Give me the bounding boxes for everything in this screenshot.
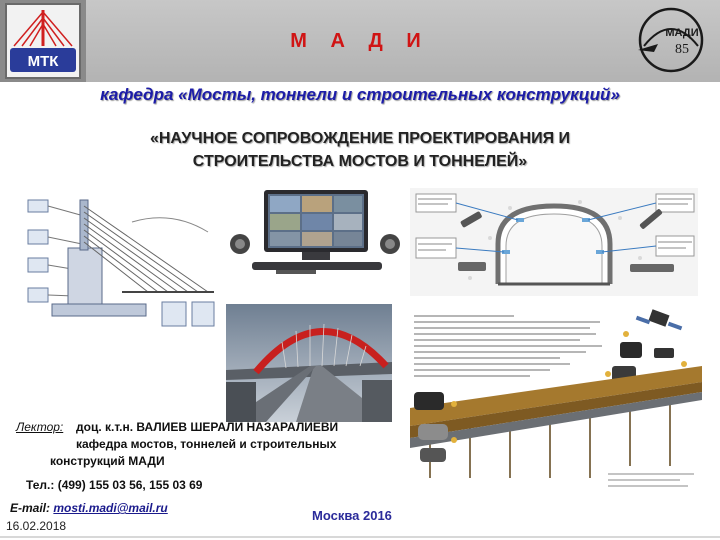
lecturer-label: Лектор: [16, 420, 64, 434]
mtk-logo-text: МТК [27, 53, 59, 70]
cable-stayed-bridge-drawing [22, 192, 222, 332]
bridge-monitoring-system-diagram [410, 308, 702, 498]
monitoring-screens-image [224, 186, 406, 276]
lecturer-name: доц. к.т.н. ВАЛИЕВ ШЕРАЛИ НАЗАРАЛИЕВИ [76, 420, 339, 434]
madi-logo-number: 85 [675, 42, 689, 57]
email-row [10, 501, 168, 515]
email-label: E-mail: [10, 501, 51, 515]
phone-numbers: Тел.: (499) 155 03 56, 155 03 69 [26, 478, 203, 492]
university-name: М А Д И [290, 30, 430, 52]
main-title-line-1: «НАУЧНОЕ СОПРОВОЖДЕНИЕ ПРОЕКТИРОВАНИЯ И [149, 130, 571, 147]
lecturer-department-line-2: конструкций МАДИ [50, 454, 165, 468]
department-title: кафедра «Мосты, тоннели и строительных конструкций» [100, 85, 620, 104]
arch-bridge-photo [226, 304, 392, 422]
mtk-logo [0, 0, 86, 82]
tunnel-monitoring-diagram [410, 188, 698, 296]
date-stamp: 16.02.2018 [6, 519, 67, 533]
email-link[interactable]: mosti.madi@mail.ru [53, 501, 168, 515]
lecturer-department-line-1: кафедра мостов, тоннелей и строительных [76, 437, 337, 451]
madi-logo-text: МАДИ [665, 27, 699, 39]
main-title-line-2: СТРОИТЕЛЬСТВА МОСТОВ И ТОННЕЛЕЙ» [192, 153, 528, 170]
city-year: Москва 2016 [312, 508, 392, 523]
bottom-divider [0, 536, 720, 538]
madi-logo [628, 6, 714, 74]
